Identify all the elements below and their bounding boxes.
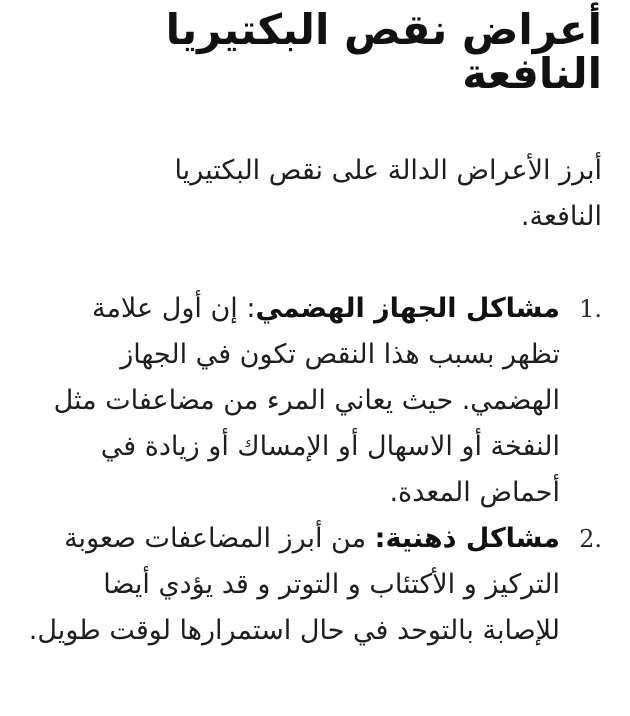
list-item-number: 1. (579, 295, 602, 323)
list-item-heading: مشاكل ذهنية: (374, 523, 560, 554)
list-item-text: من أبرز المضاعفات صعوبة التركيز و الأكتئاب و التوتر و قد يؤدي أيضا للإصابة بالتوحد في حال استمرارها لوقت طويل. (28, 523, 560, 646)
list-item (28, 516, 602, 654)
article-title: أعراض نقص البكتيريا النافعة (165, 5, 602, 98)
list-item-heading: مشاكل الجهاز الهضمي (255, 293, 560, 324)
list-item (28, 286, 602, 516)
list-item-number: 2. (579, 525, 602, 553)
intro-paragraph: أبرز الأعراض الدالة على نقص البكتيريا النافعة. (174, 155, 602, 232)
symptoms-list (28, 286, 602, 654)
list-item-text: : إن أول علامة تظهر بسبب هذا النقص تكون في الجهاز الهضمي. حيث يعاني المرء من مضاعفات مثل النفخة أو الاسهال أو الإمساك أو زيادة في أحماض المعدة. (53, 293, 560, 508)
